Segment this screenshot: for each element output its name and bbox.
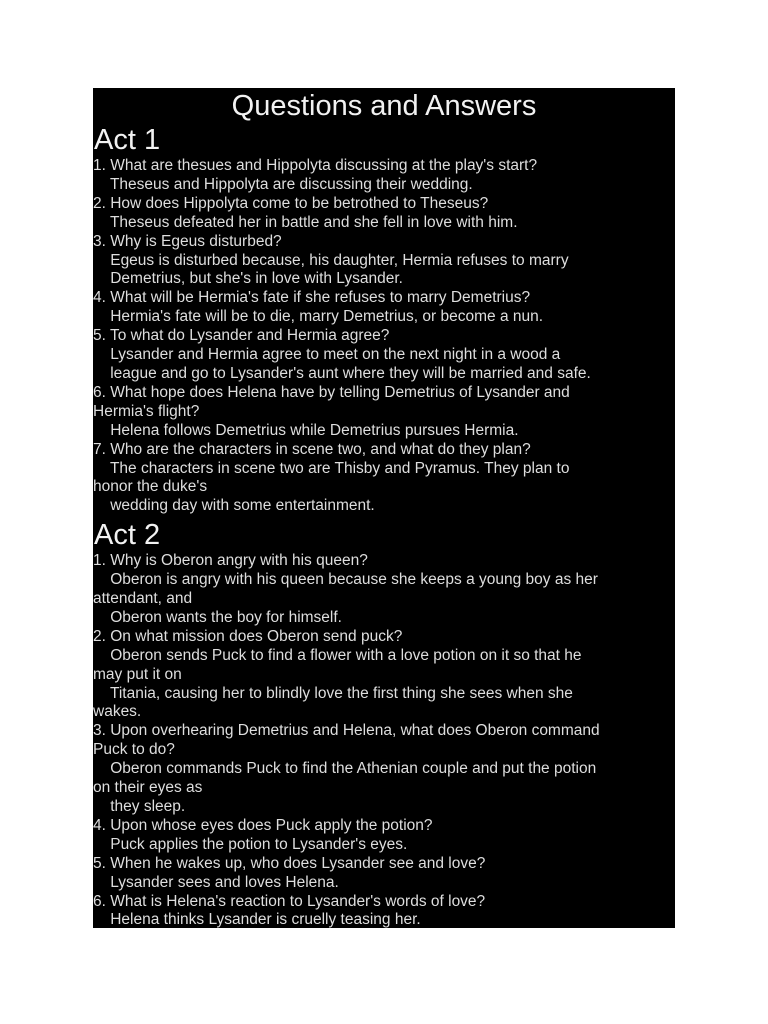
question-line: 1. Why is Oberon angry with his queen? [93, 552, 368, 570]
answer-line: league and go to Lysander's aunt where they will be married and safe. [93, 364, 591, 382]
question-line: 5. To what do Lysander and Hermia agree? [93, 327, 390, 345]
answer-line: Demetrius, but she's in love with Lysander. [93, 270, 403, 288]
answer-line: wakes. [93, 703, 142, 721]
answer-line: attendant, and [93, 590, 193, 608]
act-heading: Act 1 [94, 124, 161, 156]
question-line: 6. What is Helena's reaction to Lysander's words of love? [93, 892, 486, 910]
answer-line: honor the duke's [93, 478, 208, 496]
answer-line: on their eyes as [93, 779, 203, 797]
answer-line: Oberon wants the boy for himself. [93, 608, 342, 626]
answer-line: Titania, causing her to blindly love the first thing she sees when she [93, 684, 573, 702]
answer-line: Egeus is disturbed because, his daughter, Hermia refuses to marry [93, 251, 569, 269]
question-line: 5. When he wakes up, who does Lysander see and love? [93, 854, 486, 872]
question-line: 4. What will be Hermia's fate if she refuses to marry Demetrius? [93, 289, 531, 307]
document-page [93, 88, 675, 928]
act-heading: Act 2 [94, 519, 161, 552]
answer-line: Oberon is angry with his queen because she keeps a young boy as her [93, 571, 598, 589]
act-section [93, 123, 675, 516]
act-section [93, 518, 675, 928]
answer-line: Hermia's flight? [93, 402, 200, 420]
question-line: 2. On what mission does Oberon send puck? [93, 627, 403, 645]
question-line: 3. Upon overhearing Demetrius and Helena, what does Oberon command [93, 722, 600, 740]
question-line: 6. What hope does Helena have by telling Demetrius of Lysander and [93, 383, 570, 401]
document-title: Questions and Answers [231, 90, 537, 122]
answer-line: Helena follows Demetrius while Demetrius pursues Hermia. [93, 421, 519, 439]
question-line: 2. How does Hippolyta come to be betrothed to Theseus? [93, 194, 489, 212]
answer-line: The characters in scene two are Thisby and Pyramus. They plan to [93, 459, 570, 477]
answer-line: they sleep. [93, 798, 186, 815]
answer-line: Lysander and Hermia agree to meet on the next night in a wood a [93, 346, 561, 364]
answer-line: Oberon sends Puck to find a flower with a love potion on it so that he [93, 646, 582, 664]
question-line: 1. What are thesues and Hippolyta discussing at the play's start? [93, 157, 538, 174]
answer-line: Theseus defeated her in battle and she fell in love with him. [93, 213, 518, 231]
answer-line: Puck to do? [93, 741, 175, 759]
answer-line: Oberon commands Puck to find the Athenian couple and put the potion [93, 760, 597, 778]
question-line: 4. Upon whose eyes does Puck apply the potion? [93, 816, 433, 834]
question-line: 3. Why is Egeus disturbed? [93, 232, 282, 250]
answer-line: Hermia's fate will be to die, marry Demetrius, or become a nun. [93, 308, 544, 326]
answer-line: may put it on [93, 665, 182, 683]
answer-line: Lysander sees and loves Helena. [93, 873, 339, 891]
acts-container [93, 123, 675, 928]
answer-line: wedding day with some entertainment. [93, 497, 375, 515]
question-line: 7. Who are the characters in scene two, and what do they plan? [93, 440, 531, 458]
answer-line: Puck applies the potion to Lysander's eyes. [93, 835, 408, 853]
answer-line: Theseus and Hippolyta are discussing their wedding. [93, 175, 473, 193]
answer-line: Helena thinks Lysander is cruelly teasing her. [93, 911, 421, 928]
